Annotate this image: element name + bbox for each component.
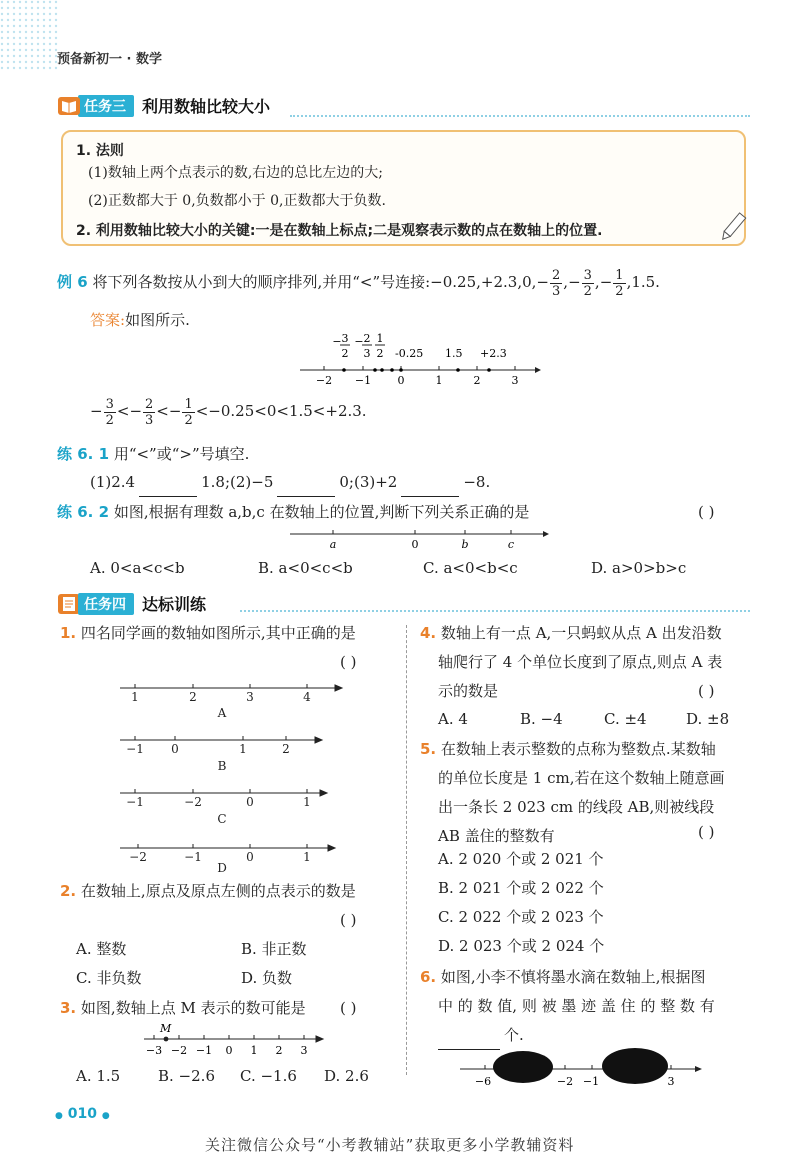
svg-text:D: D <box>217 861 227 875</box>
example6-text: 将下列各数按从小到大的顺序排列,并用“<”号连接:−0.25,+2.3,0,− <box>92 273 549 291</box>
checklist-icon <box>58 594 80 614</box>
svg-text:0: 0 <box>246 795 254 809</box>
svg-text:2: 2 <box>376 347 384 360</box>
corner-dots-decoration <box>0 0 60 70</box>
label-23: +2.3 <box>480 347 507 360</box>
q3-text: 3. 如图,数轴上点 M 表示的数可能是 <box>60 999 306 1017</box>
svg-text:4: 4 <box>303 690 311 704</box>
svg-text:1: 1 <box>303 850 311 864</box>
q1-text: 1. 四名同学画的数轴如图所示,其中正确的是 <box>60 624 356 642</box>
frac-2-3: $\frac{2}{3}$ <box>552 267 561 299</box>
page-number: ● 010 ● <box>55 1106 110 1122</box>
svg-text:−1: −1 <box>354 374 372 387</box>
option-a[interactable]: A. 0<a<c<b <box>90 559 185 577</box>
practice-6-1: 练 6. 1 用“<”或“>”号填空. <box>57 445 250 463</box>
q6-text: 6. 如图,小李不慎将墨水滴在数轴上,根据图 中 的 数 值, 则 被 墨 迹 盖 住 的 整 数 有 个. <box>420 963 715 1050</box>
svg-text:−1: −1 <box>582 1075 600 1088</box>
frac-1-2: $\frac{1}{2}$ <box>615 267 624 299</box>
svg-text:2: 2 <box>473 374 481 387</box>
book-icon <box>58 97 80 115</box>
svg-text:1: 1 <box>250 1044 258 1057</box>
svg-text:A: A <box>217 706 227 720</box>
q3-option-b[interactable]: B. −2.6 <box>158 1067 215 1085</box>
svg-text:3: 3 <box>363 347 371 360</box>
q4-option-a[interactable]: A. 4 <box>438 710 468 728</box>
svg-text:3: 3 <box>246 690 254 704</box>
svg-text:1: 1 <box>131 690 139 704</box>
q1-axes <box>110 680 350 876</box>
q4-paren: ( ) <box>698 682 715 700</box>
q1-paren: ( ) <box>340 653 357 671</box>
task4-rule-line <box>240 610 750 612</box>
q3-number-line <box>140 1022 330 1060</box>
task3-heading <box>58 94 270 117</box>
q3-option-a[interactable]: A. 1.5 <box>76 1067 121 1085</box>
svg-text:c: c <box>507 538 515 551</box>
option-b[interactable]: B. a<0<c<b <box>258 559 353 577</box>
frac-3-2: $\frac{3}{2}$ <box>583 267 592 299</box>
svg-text:2: 2 <box>282 742 290 756</box>
chain-tail: <−0.25<0<1.5<+2.3. <box>195 402 367 420</box>
svg-text:2: 2 <box>341 347 349 360</box>
rule-heading-1: 1. 法则 <box>76 143 124 159</box>
q3-paren: ( ) <box>340 999 357 1017</box>
svg-text:3: 3 <box>667 1075 675 1088</box>
q4-text: 4. 数轴上有一点 A,一只蚂蚁从点 A 出发沿数 轴爬行了 4 个单位长度到了原点,则点 A 表 示的数是 <box>420 624 723 700</box>
practice-6-1-fill: (1)2.4 1.8;(2)−5 0;(3)+2 −8. <box>90 468 490 497</box>
answer-label: 答案: <box>90 311 126 329</box>
svg-text:−6: −6 <box>474 1075 492 1088</box>
example6-label: 例 6 <box>57 273 88 291</box>
q4-option-d[interactable]: D. ±8 <box>686 710 730 728</box>
q2-options <box>76 935 376 993</box>
q2-text: 2. 在数轴上,原点及原点左侧的点表示的数是 <box>60 882 356 900</box>
svg-text:1: 1 <box>435 374 443 387</box>
running-header: 预备新初一 · 数学 <box>57 52 162 67</box>
rule-line-1: (1)数轴上两个点表示的数,右边的总比左边的大; <box>88 165 383 181</box>
q3-option-c[interactable]: C. −1.6 <box>240 1067 297 1085</box>
svg-text:0: 0 <box>225 1044 233 1057</box>
svg-text:0: 0 <box>397 374 405 387</box>
footer-note: 关注微信公众号“小考教辅站”获取更多小学教辅资料 <box>205 1136 575 1154</box>
svg-text:−2: −2 <box>170 1044 188 1057</box>
q5-text: 5. 在数轴上表示整数的点称为整数点.某数轴 的单位长度是 1 cm,若在这个数轴上随意画 出一条长 2 023 cm 的线段 AB,则被线段 AB 盖住的整数有 <box>420 740 725 845</box>
q3-option-d[interactable]: D. 2.6 <box>324 1067 369 1085</box>
answer-line <box>90 306 190 335</box>
svg-text:3: 3 <box>511 374 519 387</box>
svg-text:2: 2 <box>275 1044 283 1057</box>
comma-sep: , <box>594 273 600 291</box>
practice-6-2: 练 6. 2 如图,根据有理数 a,b,c 在数轴上的位置,判断下列关系正确的是 <box>57 503 530 521</box>
svg-text:1: 1 <box>376 332 384 345</box>
task4-title: 达标训练 <box>142 595 207 614</box>
q2-paren: ( ) <box>340 911 357 929</box>
svg-text:−3: −3 <box>145 1044 163 1057</box>
answer-text: 如图所示. <box>125 311 190 329</box>
practice-6-1-label: 练 6. 1 <box>57 445 110 463</box>
q2-option-a[interactable]: A. 整数 <box>76 940 127 958</box>
ordering-chain: − $\frac{3}{2}$ <− $\frac{2}{3}$ <− $\frac{1}{2}$ <−0.25<0<1.5<+2.3. <box>90 396 367 428</box>
task3-tag: 任务三 <box>78 95 134 117</box>
svg-text:0: 0 <box>246 850 254 864</box>
svg-text:−: − <box>354 335 364 348</box>
svg-text:3: 3 <box>341 332 349 345</box>
rule-line-2: (2)正数都大于 0,负数都小于 0,正数都大于负数. <box>88 193 386 209</box>
q4-option-c[interactable]: C. ±4 <box>604 710 647 728</box>
q2-option-c[interactable]: C. 非负数 <box>76 969 142 987</box>
svg-text:b: b <box>461 538 469 551</box>
answer-blank-3[interactable] <box>401 482 459 497</box>
svg-text:1: 1 <box>303 795 311 809</box>
comma-sep: , <box>563 273 569 291</box>
svg-text:3: 3 <box>300 1044 308 1057</box>
q4-options <box>438 705 729 734</box>
practice-6-2-label: 练 6. 2 <box>57 503 110 521</box>
task4-heading <box>58 592 206 615</box>
svg-text:−1: −1 <box>126 742 144 756</box>
label-15: 1.5 <box>445 347 463 360</box>
q4-option-b[interactable]: B. −4 <box>520 710 563 728</box>
task3-rule-line <box>290 115 750 117</box>
svg-text:−2: −2 <box>315 374 333 387</box>
option-d[interactable]: D. a>0>b>c <box>591 559 687 577</box>
svg-text:−1: −1 <box>126 795 144 809</box>
svg-text:2: 2 <box>189 690 197 704</box>
q5-option-b[interactable]: B. 2 021 个或 2 022 个 <box>438 879 604 897</box>
q5-option-d[interactable]: D. 2 023 个或 2 024 个 <box>438 937 605 955</box>
q5-paren: ( ) <box>698 823 715 841</box>
svg-text:B: B <box>217 759 227 773</box>
q5-option-a[interactable]: A. 2 020 个或 2 021 个 <box>438 850 604 868</box>
practice-6-2-paren: ( ) <box>698 503 715 521</box>
svg-text:−2: −2 <box>184 795 202 809</box>
option-c[interactable]: C. a<0<b<c <box>423 559 518 577</box>
svg-text:2: 2 <box>363 332 371 345</box>
example6-tail: ,1.5. <box>626 273 660 291</box>
svg-text:−: − <box>332 335 342 348</box>
q2-option-d[interactable]: D. 负数 <box>241 969 293 987</box>
task4-tag: 任务四 <box>78 593 134 615</box>
rule-heading-2: 2. 利用数轴比较大小的关键:一是在数轴上标点;二是观察表示数的点在数轴上的位置. <box>76 223 603 239</box>
task3-title: 利用数轴比较大小 <box>142 97 271 116</box>
example6-number-line <box>295 332 545 390</box>
answer-blank-1[interactable] <box>139 482 197 497</box>
minus-sign: − <box>568 273 581 291</box>
svg-text:0: 0 <box>171 742 179 756</box>
column-divider <box>406 625 407 1075</box>
minus-sign: − <box>599 273 613 291</box>
svg-text:a: a <box>329 538 337 551</box>
svg-text:0: 0 <box>411 538 419 551</box>
ink-blot-left <box>493 1051 553 1083</box>
answer-blank-2[interactable] <box>277 482 335 497</box>
svg-text:1: 1 <box>239 742 247 756</box>
q5-options <box>438 845 604 961</box>
label-neg025: -0.25 <box>395 347 424 360</box>
q5-option-c[interactable]: C. 2 022 个或 2 023 个 <box>438 908 604 926</box>
q2-option-b[interactable]: B. 非正数 <box>241 940 307 958</box>
ink-blot-right <box>602 1048 668 1084</box>
example6-prompt <box>57 268 660 298</box>
svg-text:−1: −1 <box>195 1044 213 1057</box>
svg-text:M: M <box>160 1022 172 1035</box>
svg-text:C: C <box>217 812 227 826</box>
svg-text:−1: −1 <box>184 850 202 864</box>
q3-options <box>76 1062 369 1091</box>
svg-text:−2: −2 <box>129 850 147 864</box>
q6-ink-number-line <box>455 1045 710 1090</box>
svg-text:−2: −2 <box>556 1075 574 1088</box>
practice-6-2-number-line <box>285 526 555 552</box>
practice-6-2-options <box>90 554 710 583</box>
pencil-icon <box>718 210 748 244</box>
